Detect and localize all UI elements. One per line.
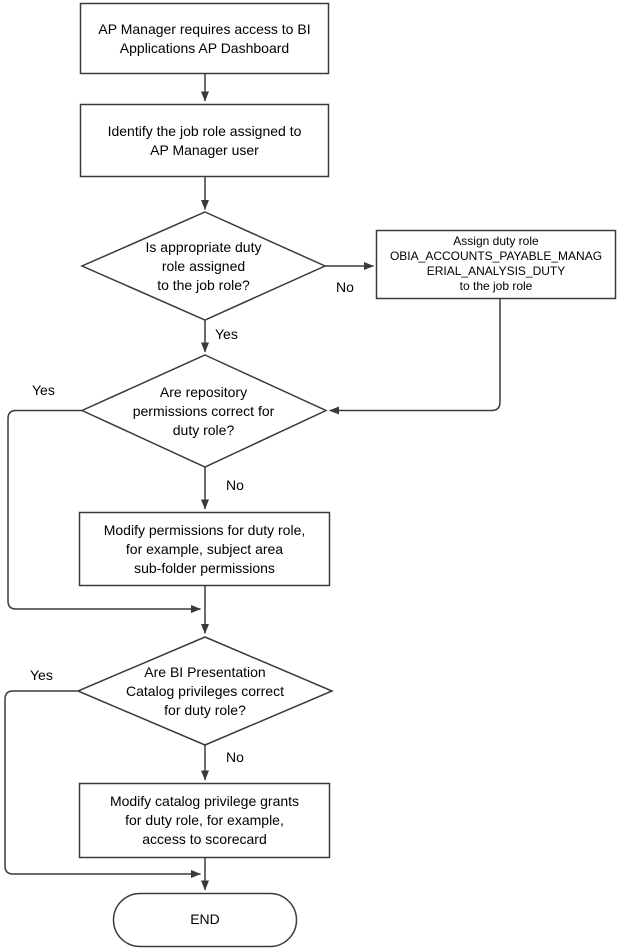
node-assign-duty-role <box>377 231 615 297</box>
node-modify-permissions-text: Modify permissions for duty role, <box>103 521 306 538</box>
node-decision-catalog-text: Are BI Presentation <box>144 663 266 680</box>
node-decision-duty-role-text: role assigned <box>161 257 246 274</box>
node-modify-permissions-text: for example, subject area <box>125 540 284 557</box>
node-modify-catalog <box>80 784 329 857</box>
node-assign-duty-role-text: OBIA_ACCOUNTS_PAYABLE_MANAG <box>389 249 603 263</box>
node-identify-text: AP Manager user <box>150 141 259 158</box>
edge-assign-to-decision2 <box>330 299 501 411</box>
node-identify-text: Identify the job role assigned to <box>107 122 302 139</box>
node-end <box>113 893 297 946</box>
node-decision-repository-text: Are repository <box>159 383 248 400</box>
node-decision-repository <box>82 355 325 467</box>
node-end-text: END <box>190 911 220 927</box>
edge-label-decision2-no: No <box>226 477 244 493</box>
node-assign-duty-role-text: Assign duty role <box>453 234 539 248</box>
node-decision-catalog-text: Catalog privileges correct <box>126 682 284 699</box>
node-decision-duty-role-text: Is appropriate duty <box>145 238 262 255</box>
node-start <box>81 4 328 73</box>
edge-label-decision1-no: No <box>336 279 354 295</box>
node-assign-duty-role-text: to the job role <box>459 279 533 293</box>
edge-label-decision2-yes: Yes <box>32 382 55 398</box>
node-decision-duty-role <box>82 212 325 320</box>
node-decision-catalog-text: for duty role? <box>164 701 246 718</box>
node-decision-catalog <box>78 637 332 745</box>
node-start-text: AP Manager requires access to BI <box>98 20 311 37</box>
node-modify-catalog-text: Modify catalog privilege grants <box>109 793 300 809</box>
node-modify-catalog-text: for duty role, for example, <box>125 812 284 828</box>
node-decision-repository-text: duty role? <box>172 421 235 438</box>
node-modify-permissions <box>80 513 329 585</box>
node-decision-duty-role-text: to the job role? <box>157 276 250 293</box>
node-decision-repository-text: permissions correct for <box>132 402 275 419</box>
edge-label-decision1-yes: Yes <box>215 326 238 342</box>
node-identify-job-role <box>81 105 328 176</box>
node-start-text: Applications AP Dashboard <box>119 39 290 56</box>
node-assign-duty-role-text: ERIAL_ANALYSIS_DUTY <box>426 264 566 278</box>
node-modify-catalog-text: access to scorecard <box>142 831 267 847</box>
edge-label-decision3-no: No <box>226 749 244 765</box>
edge-label-decision3-yes: Yes <box>30 667 53 683</box>
node-modify-permissions-text: sub-folder permissions <box>134 559 275 576</box>
